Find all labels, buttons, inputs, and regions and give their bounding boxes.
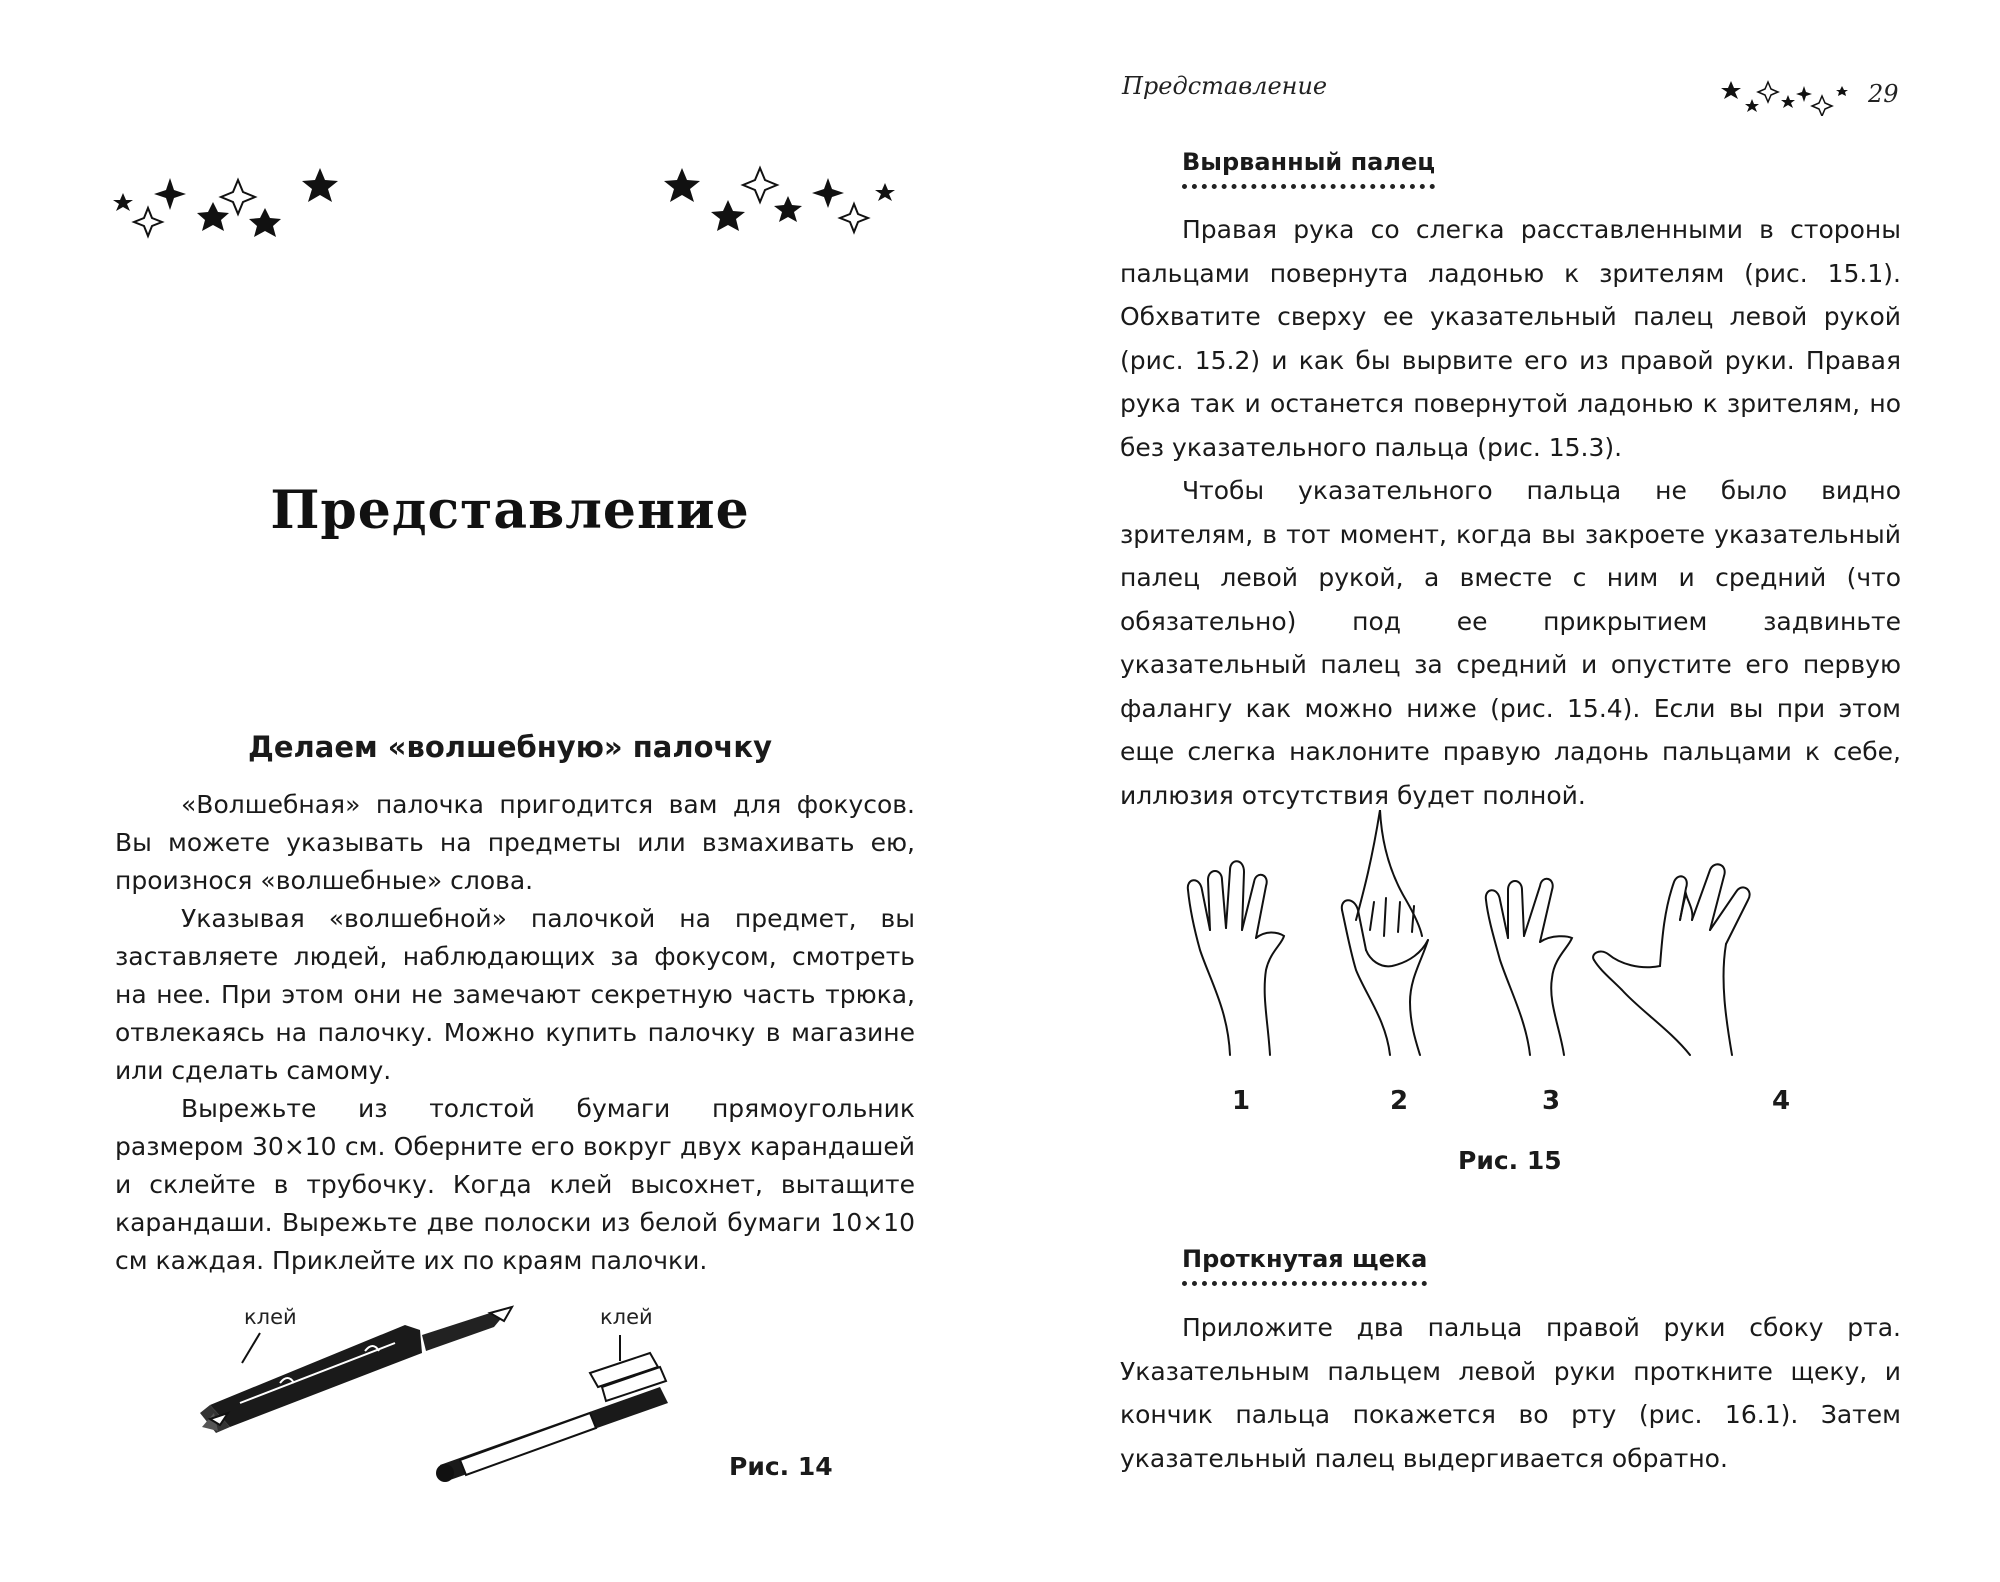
paragraph: Чтобы указательного пальца не было видно зрителям, в тот момент, когда вы закроете указательный палец левой рукой, а вместе с ним и средний (что обязательно) под ее прикрытием задвиньте указательный палец за средний и опустите его первую фалангу как можно ниже (рис. 15.4). Если вы при этом еще слегка наклоните правую ладонь пальцами к себе, иллюзия отсутствия будет полной.	[1120, 476, 1901, 810]
figure-15-number-1: 1	[1232, 1086, 1251, 1116]
hands-figure-illustration	[1170, 810, 1870, 1070]
right-text-block-2	[1120, 1306, 1901, 1480]
figure-15-caption: Рис. 15	[1458, 1146, 1562, 1175]
running-header-title: Представление	[1122, 72, 1328, 100]
paragraph: Приложите два пальца правой руки сбоку рта. Указательным пальцем левой руки проткните щеку, и кончик пальца покажется во рту (рис. 16.1). Затем указательный палец выдергивается обратно.	[1120, 1313, 1901, 1473]
paragraph: Вырежьте из толстой бумаги прямоугольник размером 30×10 см. Оберните его вокруг двух карандашей и склейте в трубочку. Когда клей высохнет, вытащите карандаши. Вырежьте две полоски из белой бумаги 10×10 см каждая. Приклейте их по краям палочки.	[115, 1094, 915, 1275]
paragraph: Указывая «волшебной» палочкой на предмет, вы заставляете людей, наблюдающих за фокусом, смотреть на нее. При этом они не замечают секретную часть трюка, отвлекаясь на палочку. Можно купить палочку в магазине или сделать самому.	[115, 904, 915, 1085]
left-text-block	[115, 786, 915, 1280]
paragraph: «Волшебная» палочка пригодится вам для фокусов. Вы можете указывать на предметы или взмахивать ею, произнося «волшебные» слова.	[115, 790, 915, 895]
figure-14-caption: Рис. 14	[729, 1452, 833, 1481]
chapter-title: Представление	[270, 480, 750, 541]
wand-figure-illustration	[190, 1295, 690, 1485]
subsection-title-pierced-cheek	[1182, 1245, 1427, 1286]
subsection-title-torn-finger	[1182, 148, 1435, 189]
paragraph: Правая рука со слегка расставленными в стороны пальцами повернута ладонью к зрителям (рис. 15.1). Обхватите сверху ее указательный палец левой рукой (рис. 15.2) и как бы вырвите его из правой руки. Правая рука так и останется повернутой ладонью к зрителям, но без указательного пальца (рис. 15.3).	[1120, 215, 1901, 462]
right-text-block-1	[1120, 208, 1901, 817]
subsection-title: Вырванный палец	[1182, 148, 1435, 189]
figure-15-number-2: 2	[1390, 1086, 1409, 1116]
glue-label-2: клей	[600, 1305, 653, 1329]
section-title-magic-wand: Делаем «волшебную» палочку	[248, 730, 772, 764]
figure-15-number-4: 4	[1772, 1086, 1791, 1116]
glue-label-1: клей	[244, 1305, 297, 1329]
subsection-title: Проткнутая щека	[1182, 1245, 1427, 1286]
stars-ornament-right	[660, 160, 900, 240]
stars-ornament-left	[110, 160, 370, 240]
figure-15-number-3: 3	[1542, 1086, 1561, 1116]
header-stars-ornament	[1720, 76, 1850, 116]
page-number: 29	[1868, 80, 1899, 108]
